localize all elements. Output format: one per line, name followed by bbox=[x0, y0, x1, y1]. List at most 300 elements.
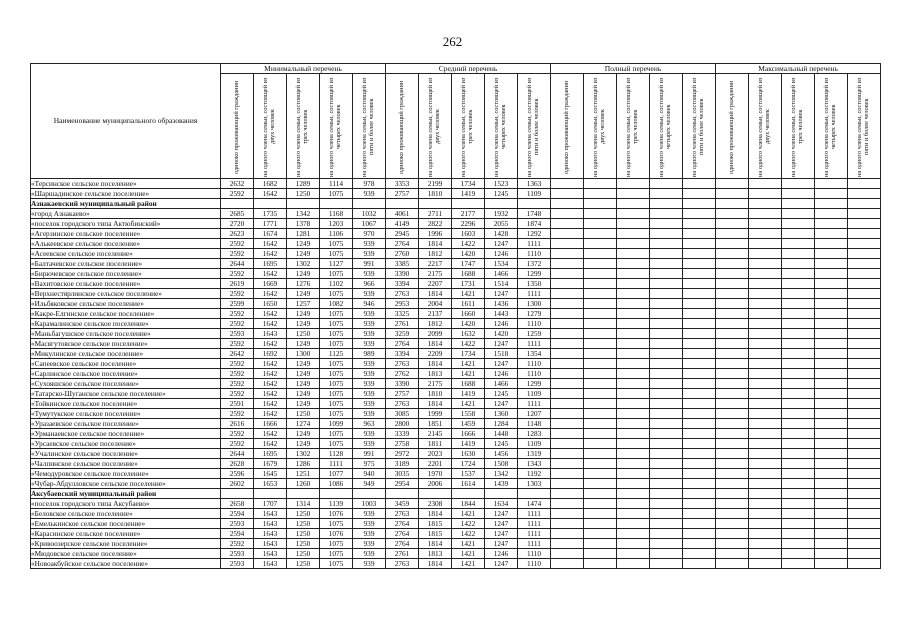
value-cell bbox=[815, 429, 848, 439]
value-cell bbox=[716, 559, 749, 569]
value-cell: 1642 bbox=[254, 189, 287, 199]
value-cell: 1642 bbox=[254, 369, 287, 379]
value-cell bbox=[749, 399, 782, 409]
value-cell bbox=[584, 269, 617, 279]
value-cell: 2592 bbox=[221, 289, 254, 299]
value-cell bbox=[716, 549, 749, 559]
value-cell: 1128 bbox=[320, 449, 353, 459]
value-cell bbox=[683, 369, 716, 379]
value-cell bbox=[617, 549, 650, 559]
value-cell bbox=[749, 259, 782, 269]
value-cell: 1642 bbox=[254, 429, 287, 439]
value-cell: 1642 bbox=[254, 249, 287, 259]
value-cell bbox=[716, 289, 749, 299]
value-cell: 1032 bbox=[353, 209, 386, 219]
value-cell: 939 bbox=[353, 509, 386, 519]
settlement-name: «Учалинское сельское поселение» bbox=[31, 449, 221, 459]
district-row bbox=[31, 199, 881, 209]
value-cell bbox=[848, 419, 881, 429]
value-cell bbox=[617, 229, 650, 239]
value-cell bbox=[584, 399, 617, 409]
value-cell: 2764 bbox=[386, 529, 419, 539]
table-row bbox=[31, 429, 881, 439]
value-cell: 1314 bbox=[287, 499, 320, 509]
subcolumn-header bbox=[782, 74, 815, 179]
value-cell: 2623 bbox=[221, 229, 254, 239]
value-cell bbox=[551, 319, 584, 329]
value-cell bbox=[815, 529, 848, 539]
value-cell: 3459 bbox=[386, 499, 419, 509]
subcolumn-header bbox=[749, 74, 782, 179]
table-row bbox=[31, 229, 881, 239]
value-cell bbox=[551, 249, 584, 259]
value-cell bbox=[551, 289, 584, 299]
value-cell bbox=[617, 379, 650, 389]
value-cell bbox=[650, 269, 683, 279]
value-cell bbox=[683, 269, 716, 279]
value-cell bbox=[683, 209, 716, 219]
value-cell: 1614 bbox=[452, 479, 485, 489]
value-cell: 1111 bbox=[518, 339, 551, 349]
value-cell: 1508 bbox=[485, 459, 518, 469]
value-cell bbox=[584, 299, 617, 309]
value-cell: 1246 bbox=[485, 369, 518, 379]
value-cell bbox=[683, 189, 716, 199]
value-cell bbox=[716, 309, 749, 319]
value-cell: 1874 bbox=[518, 219, 551, 229]
value-cell: 3189 bbox=[386, 459, 419, 469]
value-cell bbox=[650, 279, 683, 289]
value-cell bbox=[815, 199, 848, 209]
table-row bbox=[31, 389, 881, 399]
table-row bbox=[31, 249, 881, 259]
value-cell: 2023 bbox=[419, 449, 452, 459]
value-cell bbox=[584, 499, 617, 509]
value-cell: 1249 bbox=[287, 339, 320, 349]
value-cell: 1247 bbox=[485, 359, 518, 369]
value-cell: 1642 bbox=[254, 289, 287, 299]
value-cell bbox=[551, 529, 584, 539]
value-cell: 1354 bbox=[518, 349, 551, 359]
value-cell: 2177 bbox=[452, 209, 485, 219]
subcolumn-header-label: на одного члена семьи, состоящей из пяти и более человек bbox=[526, 77, 541, 177]
value-cell: 1250 bbox=[287, 549, 320, 559]
value-cell: 1259 bbox=[518, 329, 551, 339]
value-cell bbox=[716, 409, 749, 419]
value-cell bbox=[848, 279, 881, 289]
value-cell: 1466 bbox=[485, 269, 518, 279]
value-cell bbox=[617, 349, 650, 359]
value-cell bbox=[584, 219, 617, 229]
value-cell: 1695 bbox=[254, 449, 287, 459]
value-cell: 939 bbox=[353, 559, 386, 569]
value-cell bbox=[584, 199, 617, 209]
table-row bbox=[31, 349, 881, 359]
settlement-name: «поселок городского типа Актюбинский» bbox=[31, 219, 221, 229]
value-cell: 1111 bbox=[518, 239, 551, 249]
value-cell: 1642 bbox=[254, 399, 287, 409]
value-cell: 2644 bbox=[221, 259, 254, 269]
subcolumn-header bbox=[254, 74, 287, 179]
value-cell bbox=[848, 259, 881, 269]
value-cell: 989 bbox=[353, 349, 386, 359]
value-cell bbox=[749, 509, 782, 519]
settlement-name: «Мюдовское сельское поселение» bbox=[31, 549, 221, 559]
value-cell: 1303 bbox=[518, 479, 551, 489]
value-cell: 1642 bbox=[254, 409, 287, 419]
value-cell bbox=[650, 239, 683, 249]
value-cell bbox=[551, 359, 584, 369]
value-cell bbox=[650, 439, 683, 449]
value-cell: 1075 bbox=[320, 239, 353, 249]
value-cell bbox=[617, 269, 650, 279]
value-cell: 978 bbox=[353, 179, 386, 189]
value-cell: 1812 bbox=[419, 319, 452, 329]
value-cell: 963 bbox=[353, 419, 386, 429]
value-cell: 3394 bbox=[386, 349, 419, 359]
value-cell bbox=[551, 369, 584, 379]
value-cell: 949 bbox=[353, 479, 386, 489]
value-cell: 2642 bbox=[221, 349, 254, 359]
value-cell bbox=[518, 199, 551, 209]
value-cell bbox=[782, 489, 815, 499]
value-cell bbox=[749, 479, 782, 489]
value-cell bbox=[782, 279, 815, 289]
value-cell: 1419 bbox=[452, 439, 485, 449]
value-cell: 2296 bbox=[452, 219, 485, 229]
value-cell bbox=[782, 369, 815, 379]
value-cell bbox=[749, 249, 782, 259]
value-cell bbox=[848, 459, 881, 469]
value-cell bbox=[419, 199, 452, 209]
value-cell bbox=[782, 399, 815, 409]
value-cell bbox=[683, 219, 716, 229]
value-cell: 1343 bbox=[518, 459, 551, 469]
value-cell: 2592 bbox=[221, 389, 254, 399]
value-cell: 2592 bbox=[221, 339, 254, 349]
value-cell: 1302 bbox=[287, 449, 320, 459]
value-cell: 1474 bbox=[518, 499, 551, 509]
value-cell bbox=[716, 229, 749, 239]
value-cell: 1814 bbox=[419, 339, 452, 349]
value-cell: 1642 bbox=[254, 239, 287, 249]
value-cell bbox=[617, 479, 650, 489]
settlement-name: «Беловское сельское поселение» bbox=[31, 509, 221, 519]
value-cell: 1642 bbox=[254, 359, 287, 369]
value-cell: 2711 bbox=[419, 209, 452, 219]
subcolumn-header-label: на одного члена семьи, состоящей из двух человек bbox=[427, 77, 442, 177]
group-header-minimal: Минимальный перечень bbox=[221, 64, 386, 74]
value-cell: 2972 bbox=[386, 449, 419, 459]
value-cell: 2954 bbox=[386, 479, 419, 489]
value-cell: 1076 bbox=[320, 529, 353, 539]
value-cell: 1996 bbox=[419, 229, 452, 239]
value-cell bbox=[848, 249, 881, 259]
subcolumn-header bbox=[320, 74, 353, 179]
value-cell bbox=[617, 509, 650, 519]
value-cell: 1299 bbox=[518, 269, 551, 279]
value-cell: 1419 bbox=[452, 189, 485, 199]
value-cell: 1247 bbox=[485, 539, 518, 549]
subcolumn-header bbox=[617, 74, 650, 179]
value-cell: 1250 bbox=[287, 509, 320, 519]
value-cell bbox=[815, 289, 848, 299]
value-cell: 1251 bbox=[287, 469, 320, 479]
value-cell bbox=[584, 359, 617, 369]
value-cell bbox=[650, 349, 683, 359]
value-cell: 1075 bbox=[320, 409, 353, 419]
district-name: Азнакаевский муниципальный район bbox=[31, 199, 221, 209]
settlement-name: «Масягутовское сельское поселение» bbox=[31, 339, 221, 349]
value-cell bbox=[221, 199, 254, 209]
value-cell: 2764 bbox=[386, 339, 419, 349]
table-row bbox=[31, 259, 881, 269]
table-row bbox=[31, 209, 881, 219]
value-cell: 966 bbox=[353, 279, 386, 289]
value-cell bbox=[485, 489, 518, 499]
value-cell: 1075 bbox=[320, 249, 353, 259]
value-cell bbox=[551, 309, 584, 319]
value-cell: 2800 bbox=[386, 419, 419, 429]
value-cell: 1360 bbox=[485, 409, 518, 419]
table-row bbox=[31, 459, 881, 469]
value-cell: 1666 bbox=[452, 429, 485, 439]
value-cell: 1111 bbox=[518, 399, 551, 409]
value-cell bbox=[749, 489, 782, 499]
value-cell bbox=[782, 239, 815, 249]
value-cell bbox=[650, 399, 683, 409]
value-cell bbox=[584, 439, 617, 449]
value-cell: 1813 bbox=[419, 369, 452, 379]
value-cell: 940 bbox=[353, 469, 386, 479]
value-cell: 2945 bbox=[386, 229, 419, 239]
value-cell bbox=[518, 489, 551, 499]
value-cell: 1249 bbox=[287, 319, 320, 329]
value-cell bbox=[683, 339, 716, 349]
value-cell: 1643 bbox=[254, 539, 287, 549]
value-cell: 1075 bbox=[320, 319, 353, 329]
value-cell: 939 bbox=[353, 409, 386, 419]
value-cell bbox=[617, 189, 650, 199]
value-cell bbox=[815, 209, 848, 219]
value-cell bbox=[584, 539, 617, 549]
value-cell bbox=[452, 489, 485, 499]
value-cell: 1075 bbox=[320, 329, 353, 339]
settlement-name: «Кривоозерское сельское поселение» bbox=[31, 539, 221, 549]
value-cell: 2004 bbox=[419, 299, 452, 309]
value-cell bbox=[749, 289, 782, 299]
value-cell bbox=[716, 449, 749, 459]
value-cell: 1642 bbox=[254, 319, 287, 329]
value-cell bbox=[551, 179, 584, 189]
value-cell: 1110 bbox=[518, 359, 551, 369]
subcolumn-header-label: на одного члена семьи, состоящей из четырех человек bbox=[823, 77, 838, 177]
value-cell: 1247 bbox=[485, 399, 518, 409]
value-cell: 1523 bbox=[485, 179, 518, 189]
value-cell bbox=[617, 209, 650, 219]
value-cell bbox=[848, 549, 881, 559]
value-cell bbox=[551, 559, 584, 569]
table-row bbox=[31, 419, 881, 429]
subcolumn-header bbox=[848, 74, 881, 179]
value-cell bbox=[683, 449, 716, 459]
value-cell: 1292 bbox=[518, 229, 551, 239]
table-row bbox=[31, 379, 881, 389]
value-cell bbox=[584, 529, 617, 539]
value-cell bbox=[617, 219, 650, 229]
value-cell bbox=[716, 539, 749, 549]
value-cell bbox=[551, 519, 584, 529]
value-cell: 1436 bbox=[485, 299, 518, 309]
value-cell: 2594 bbox=[221, 529, 254, 539]
value-cell: 1067 bbox=[353, 219, 386, 229]
value-cell: 1247 bbox=[485, 519, 518, 529]
value-cell bbox=[716, 269, 749, 279]
value-cell bbox=[683, 249, 716, 259]
value-cell bbox=[782, 189, 815, 199]
value-cell: 1300 bbox=[518, 299, 551, 309]
settlement-name: «Вахитовское сельское поселение» bbox=[31, 279, 221, 289]
value-cell bbox=[848, 299, 881, 309]
value-cell bbox=[848, 559, 881, 569]
value-cell bbox=[815, 459, 848, 469]
value-cell bbox=[716, 199, 749, 209]
value-cell: 1076 bbox=[320, 509, 353, 519]
table-row bbox=[31, 479, 881, 489]
settlement-name: «Емелькинское сельское поселение» bbox=[31, 519, 221, 529]
value-cell bbox=[584, 379, 617, 389]
settlement-name: «Уразаевское сельское поселение» bbox=[31, 419, 221, 429]
table-row bbox=[31, 189, 881, 199]
value-cell bbox=[848, 499, 881, 509]
value-cell: 1300 bbox=[287, 349, 320, 359]
value-cell bbox=[683, 309, 716, 319]
value-cell bbox=[716, 429, 749, 439]
subcolumn-header bbox=[221, 74, 254, 179]
value-cell bbox=[749, 279, 782, 289]
value-cell: 1281 bbox=[287, 229, 320, 239]
value-cell bbox=[815, 469, 848, 479]
subcolumn-header-label: одиноко проживающий гражданин bbox=[562, 80, 570, 174]
value-cell bbox=[749, 429, 782, 439]
value-cell: 1851 bbox=[419, 419, 452, 429]
value-cell bbox=[650, 469, 683, 479]
value-cell: 1075 bbox=[320, 369, 353, 379]
value-cell: 1634 bbox=[485, 499, 518, 509]
page-number: 262 bbox=[442, 34, 463, 49]
value-cell bbox=[650, 259, 683, 269]
value-cell bbox=[683, 179, 716, 189]
value-cell: 2592 bbox=[221, 409, 254, 419]
value-cell bbox=[716, 509, 749, 519]
value-cell bbox=[584, 279, 617, 289]
value-cell bbox=[848, 179, 881, 189]
value-cell: 1075 bbox=[320, 539, 353, 549]
value-cell: 1632 bbox=[452, 329, 485, 339]
value-cell bbox=[815, 399, 848, 409]
value-cell: 1421 bbox=[452, 399, 485, 409]
value-cell bbox=[650, 249, 683, 259]
value-cell bbox=[815, 239, 848, 249]
value-cell bbox=[617, 459, 650, 469]
table-row bbox=[31, 289, 881, 299]
value-cell bbox=[716, 369, 749, 379]
value-cell bbox=[551, 449, 584, 459]
value-cell bbox=[287, 199, 320, 209]
value-cell bbox=[848, 209, 881, 219]
value-cell: 1249 bbox=[287, 429, 320, 439]
value-cell: 1111 bbox=[518, 529, 551, 539]
value-cell bbox=[683, 299, 716, 309]
value-cell bbox=[551, 539, 584, 549]
value-cell: 1075 bbox=[320, 429, 353, 439]
value-cell bbox=[716, 259, 749, 269]
value-cell: 1734 bbox=[452, 179, 485, 189]
value-cell bbox=[650, 449, 683, 459]
value-cell bbox=[617, 369, 650, 379]
value-cell: 1814 bbox=[419, 539, 452, 549]
value-cell bbox=[749, 299, 782, 309]
value-cell: 2199 bbox=[419, 179, 452, 189]
value-cell bbox=[815, 249, 848, 259]
value-cell: 1342 bbox=[485, 469, 518, 479]
settlement-name: «Урсаевское сельское поселение» bbox=[31, 439, 221, 449]
value-cell: 2593 bbox=[221, 519, 254, 529]
value-cell bbox=[815, 229, 848, 239]
value-cell bbox=[617, 279, 650, 289]
value-cell: 1642 bbox=[254, 389, 287, 399]
value-cell: 1299 bbox=[518, 379, 551, 389]
value-cell bbox=[617, 489, 650, 499]
table-row bbox=[31, 469, 881, 479]
value-cell bbox=[551, 229, 584, 239]
value-cell bbox=[716, 359, 749, 369]
value-cell: 2175 bbox=[419, 379, 452, 389]
value-cell bbox=[848, 409, 881, 419]
value-cell: 1111 bbox=[518, 289, 551, 299]
value-cell: 1611 bbox=[452, 299, 485, 309]
subcolumn-header-label: на одного члена семьи, состоящей из трех человек bbox=[790, 77, 805, 177]
value-cell bbox=[683, 289, 716, 299]
value-cell bbox=[815, 389, 848, 399]
table-row bbox=[31, 369, 881, 379]
value-cell: 2591 bbox=[221, 399, 254, 409]
value-cell bbox=[782, 219, 815, 229]
table-row bbox=[31, 539, 881, 549]
value-cell: 1643 bbox=[254, 519, 287, 529]
value-cell: 1421 bbox=[452, 359, 485, 369]
table-row bbox=[31, 279, 881, 289]
value-cell bbox=[617, 439, 650, 449]
value-cell bbox=[782, 469, 815, 479]
value-cell: 2763 bbox=[386, 509, 419, 519]
value-cell: 1110 bbox=[518, 559, 551, 569]
value-cell: 1075 bbox=[320, 309, 353, 319]
value-cell: 2760 bbox=[386, 249, 419, 259]
value-cell bbox=[683, 349, 716, 359]
value-cell: 1814 bbox=[419, 239, 452, 249]
value-cell: 2720 bbox=[221, 219, 254, 229]
value-cell: 1999 bbox=[419, 409, 452, 419]
table-row bbox=[31, 559, 881, 569]
value-cell: 1422 bbox=[452, 529, 485, 539]
value-cell: 1372 bbox=[518, 259, 551, 269]
value-cell bbox=[782, 339, 815, 349]
value-cell bbox=[815, 189, 848, 199]
value-cell: 975 bbox=[353, 459, 386, 469]
value-cell: 1260 bbox=[287, 479, 320, 489]
table-row bbox=[31, 319, 881, 329]
